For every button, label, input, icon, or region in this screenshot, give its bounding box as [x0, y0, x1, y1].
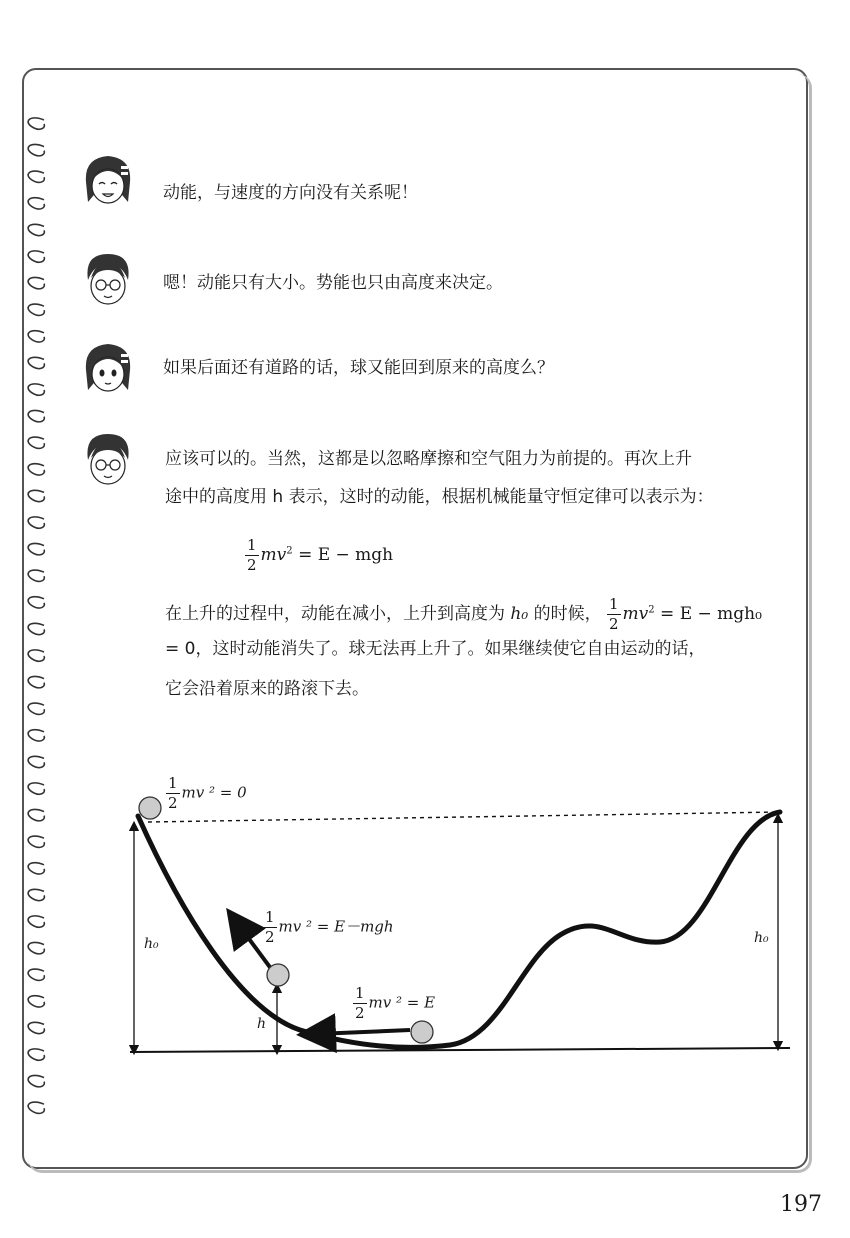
top-label-text: mv ² = 0: [181, 783, 247, 802]
page-number: 197: [780, 1192, 822, 1217]
fraction-half: [245, 538, 259, 573]
binding-ring: [28, 118, 44, 129]
binding-ring: [28, 676, 44, 687]
mv-squared: mv: [260, 545, 287, 565]
inline-formula: $\frac{1}{2}$ $mv^2 = E - mgh_0$: [608, 595, 762, 633]
binding-ring: [28, 996, 44, 1007]
h0-right-label: h₀: [754, 930, 769, 946]
frac-den: 2: [608, 615, 619, 633]
binding-ring: [28, 1022, 44, 1033]
h0-symbol: h₀: [510, 604, 529, 624]
boy-avatar: [78, 430, 138, 492]
frac-den: 2: [168, 794, 178, 812]
track-curve: [138, 812, 780, 1047]
paragraph-line-1: [165, 597, 762, 632]
frac-den: 2: [355, 1004, 365, 1022]
binding-ring: [28, 756, 44, 767]
binding-ring: [28, 783, 44, 794]
energy-track-diagram: [120, 760, 810, 1090]
ground-line: [130, 1048, 790, 1052]
ball-middle: [267, 964, 289, 986]
binding-ring: [28, 464, 44, 475]
binding-ring: [28, 517, 44, 528]
binding-ring: [28, 1075, 44, 1086]
mid-label-text: mv ² = E－mgh: [278, 917, 394, 936]
binding-ring: [28, 623, 44, 634]
binding-ring: [28, 836, 44, 847]
binding-ring: [28, 1049, 44, 1060]
frac-num: 1: [355, 984, 365, 1002]
inline-formula-rhs: = E − mgh₀: [660, 604, 762, 624]
binding-ring: [28, 809, 44, 820]
binding-ring: [28, 889, 44, 900]
frac-num: 1: [168, 774, 178, 792]
binding-ring: [28, 144, 44, 155]
binding-ring: [28, 410, 44, 421]
dialogue-line-4b: 途中的高度用 h 表示，这时的动能，根据机械能量守恒定律可以表示为：: [165, 487, 714, 507]
boy-avatar: [78, 250, 138, 312]
label-middle: [263, 910, 394, 945]
girl-avatar: [78, 152, 138, 214]
binding-ring: [28, 331, 44, 342]
binding-ring: [28, 171, 44, 182]
binding-ring: [28, 703, 44, 714]
frac-num: 1: [247, 536, 257, 554]
binding-ring: [28, 863, 44, 874]
binding-ring: [28, 570, 44, 581]
binding-ring: [28, 1102, 44, 1113]
binding-ring: [28, 969, 44, 980]
label-bottom: [353, 986, 435, 1021]
frac-den: 2: [265, 928, 275, 946]
h0-left-label: h₀: [144, 936, 159, 952]
binding-ring: [28, 597, 44, 608]
binding-ring: [28, 277, 44, 288]
binding-ring: [28, 437, 44, 448]
paragraph-line-2: = 0，这时动能消失了。球无法再上升了。如果继续使它自由运动的话，: [165, 639, 706, 659]
para-text-a: 在上升的过程中，动能在减小，上升到高度为: [165, 604, 505, 624]
spiral-binding: [0, 0, 60, 1238]
binding-ring: [28, 251, 44, 262]
left-motion-arrow: [316, 1030, 410, 1034]
binding-ring: [28, 730, 44, 741]
binding-ring: [28, 543, 44, 554]
paragraph-line-3: 它会沿着原来的路滚下去。: [165, 679, 369, 699]
dialogue-line-3: 如果后面还有道路的话，球又能回到原来的高度么？: [163, 358, 554, 378]
binding-ring: [28, 490, 44, 501]
dialogue-line-1: 动能，与速度的方向没有关系呢！: [163, 183, 418, 203]
girl-avatar: [78, 340, 138, 402]
binding-ring: [28, 916, 44, 927]
dialogue-line-2: 嗯！动能只有大小。势能也只由高度来决定。: [163, 273, 503, 293]
binding-ring: [28, 224, 44, 235]
binding-ring: [28, 198, 44, 209]
binding-ring: [28, 384, 44, 395]
reference-line: [148, 812, 780, 822]
binding-ring: [28, 942, 44, 953]
frac-den: 2: [247, 556, 257, 574]
h-label: h: [257, 1016, 267, 1032]
binding-ring: [28, 357, 44, 368]
dialogue-line-4a: 应该可以的。当然，这都是以忽略摩擦和空气阻力为前提的。再次上升: [165, 449, 692, 469]
bottom-label-text: mv ² = E: [368, 993, 436, 1012]
frac-num: 1: [265, 908, 275, 926]
kinetic-energy-formula: $\frac{1}{2}$ $mv^2 = E$ − mgh: [247, 536, 394, 574]
ball-bottom: [411, 1021, 433, 1043]
ball-top: [139, 797, 161, 819]
binding-ring: [28, 650, 44, 661]
binding-ring: [28, 304, 44, 315]
label-top: [166, 776, 247, 811]
formula-rhs: = E − mgh: [298, 545, 394, 565]
frac-num: 1: [608, 595, 619, 613]
para-text-b: 的时候，: [533, 604, 602, 624]
dialogue-line-4: [165, 440, 785, 516]
